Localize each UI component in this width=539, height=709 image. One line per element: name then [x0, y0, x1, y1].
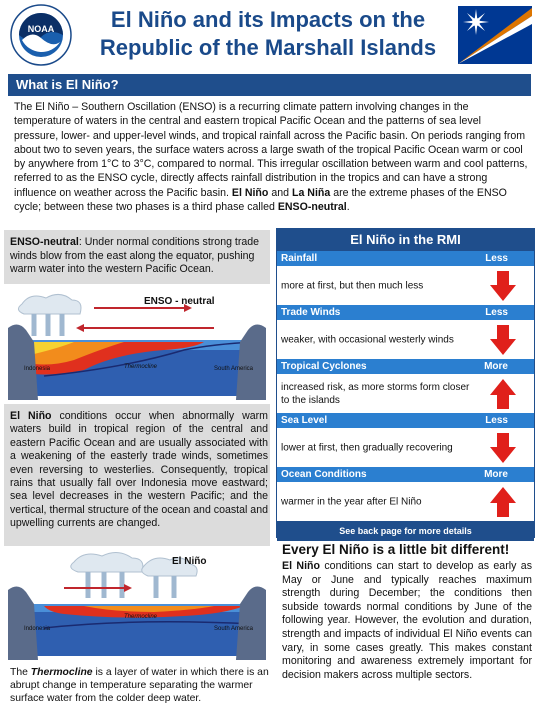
svg-text:NOAA: NOAA	[27, 24, 55, 34]
rmi-row-tropical-cyclones: increased risk, as more storms form closer to the islands	[277, 374, 534, 413]
title-line-1: El Niño and its Impacts on the	[110, 7, 426, 32]
section-heading-what-is-el-nino	[8, 74, 531, 96]
up-arrow-icon	[490, 379, 516, 409]
page-header	[0, 0, 539, 70]
thermocline-note: The Thermocline is a layer of water in which there is an abrupt change in temperature separating the warmer surface water from the colder deep water.	[10, 667, 269, 705]
rmi-row-trade-winds: weaker, with occasional westerly winds	[277, 320, 534, 359]
every-el-nino-different-heading: Every El Niño is a little bit different!	[282, 542, 510, 557]
svg-text:Indonesia: Indonesia	[24, 626, 51, 632]
down-arrow-icon	[490, 271, 516, 301]
rmi-row-ocean-conditions-header: Ocean Conditions More	[277, 467, 534, 482]
title-line-2: Republic of the Marshall Islands	[99, 35, 437, 60]
marshall-islands-flag-icon	[458, 6, 532, 64]
rmi-panel-title: El Niño in the RMI	[277, 229, 534, 251]
down-arrow-icon	[490, 325, 516, 355]
svg-text:El Niño: El Niño	[172, 556, 207, 567]
down-arrow-icon	[490, 433, 516, 463]
svg-text:South America: South America	[214, 626, 254, 632]
rmi-row-ocean-conditions: warmer in the year after El Niño	[277, 482, 534, 521]
rmi-row-sea-level-header: Sea Level Less	[277, 413, 534, 428]
enso-neutral-diagram	[4, 290, 270, 400]
enso-neutral-text: ENSO-neutral: Under normal conditions strong trade winds blow from the east along the equator, pushing warm water into the western Pacific Ocean.	[10, 236, 260, 275]
up-arrow-icon	[490, 487, 516, 517]
every-el-nino-different-text: El Niño conditions can start to develop as early as May or June and typically reaches maximum strength during December; the conditions then subside towards normal conditions by June of the following year. However, the evolution and duration, strength and impacts of individual El Niño events can vary, in some cases greatly. This makes constant monitoring and awareness extremely important for decision makers across multiple sectors.	[282, 560, 532, 681]
svg-text:South America: South America	[214, 366, 254, 372]
rmi-row-rainfall-header: Rainfall Less	[277, 251, 534, 266]
el-nino-in-rmi-panel	[276, 228, 535, 538]
section-heading-label: What is El Niño?	[16, 77, 119, 92]
el-nino-diagram	[4, 548, 270, 660]
rmi-row-rainfall: more at first, but then much less	[277, 266, 534, 305]
svg-text:Thermocline: Thermocline	[124, 614, 158, 620]
rmi-row-tropical-cyclones-header: Tropical Cyclones More	[277, 359, 534, 374]
intro-paragraph: The El Niño – Southern Oscillation (ENSO) is a recurring climate pattern involving changes in the temperature of waters in the central and eastern tropical Pacific Ocean and the patterns of sea level pressure, lower- and upper-level winds, and tropical rainfall across the Pacific basin. On periods ranging from about two to seven years, the surface waters across a large swath of the tropical Pacific Ocean warm or cool by anywhere from 1°C to 3°C, compared to normal. This irregular oscillation between warm and cool patterns, referred to as the ENSO cycle, directly affects rainfall distribution in the tropics and can have a strong influence on weather across the Pacific basin. El Niño and La Niña are the extreme phases of the ENSO cycle; between these two phases is a third phase called ENSO-neutral.	[14, 101, 528, 214]
page-title	[78, 6, 458, 62]
rmi-panel-footer: See back page for more details	[277, 521, 534, 541]
svg-text:ENSO - neutral: ENSO - neutral	[144, 296, 215, 307]
svg-text:Indonesia: Indonesia	[24, 366, 51, 372]
el-nino-conditions-text: El Niño conditions occur when abnormally warm waters build in tropical region of the central and eastern Pacific Ocean and are usually associated with a weakening of the easterly trade winds, sometimes even reversing to westerlies. Consequently, tropical rains that usually fall over Indonesia move eastward; sea level decreases in the western Pacific; and the vertical, thermal structure of the ocean and coastal and upwelling currents are changed.	[10, 410, 268, 530]
noaa-logo-icon	[10, 4, 72, 66]
svg-text:Thermocline: Thermocline	[124, 364, 158, 370]
rmi-row-trade-winds-header: Trade Winds Less	[277, 305, 534, 320]
rmi-row-sea-level: lower at first, then gradually recovering	[277, 428, 534, 467]
